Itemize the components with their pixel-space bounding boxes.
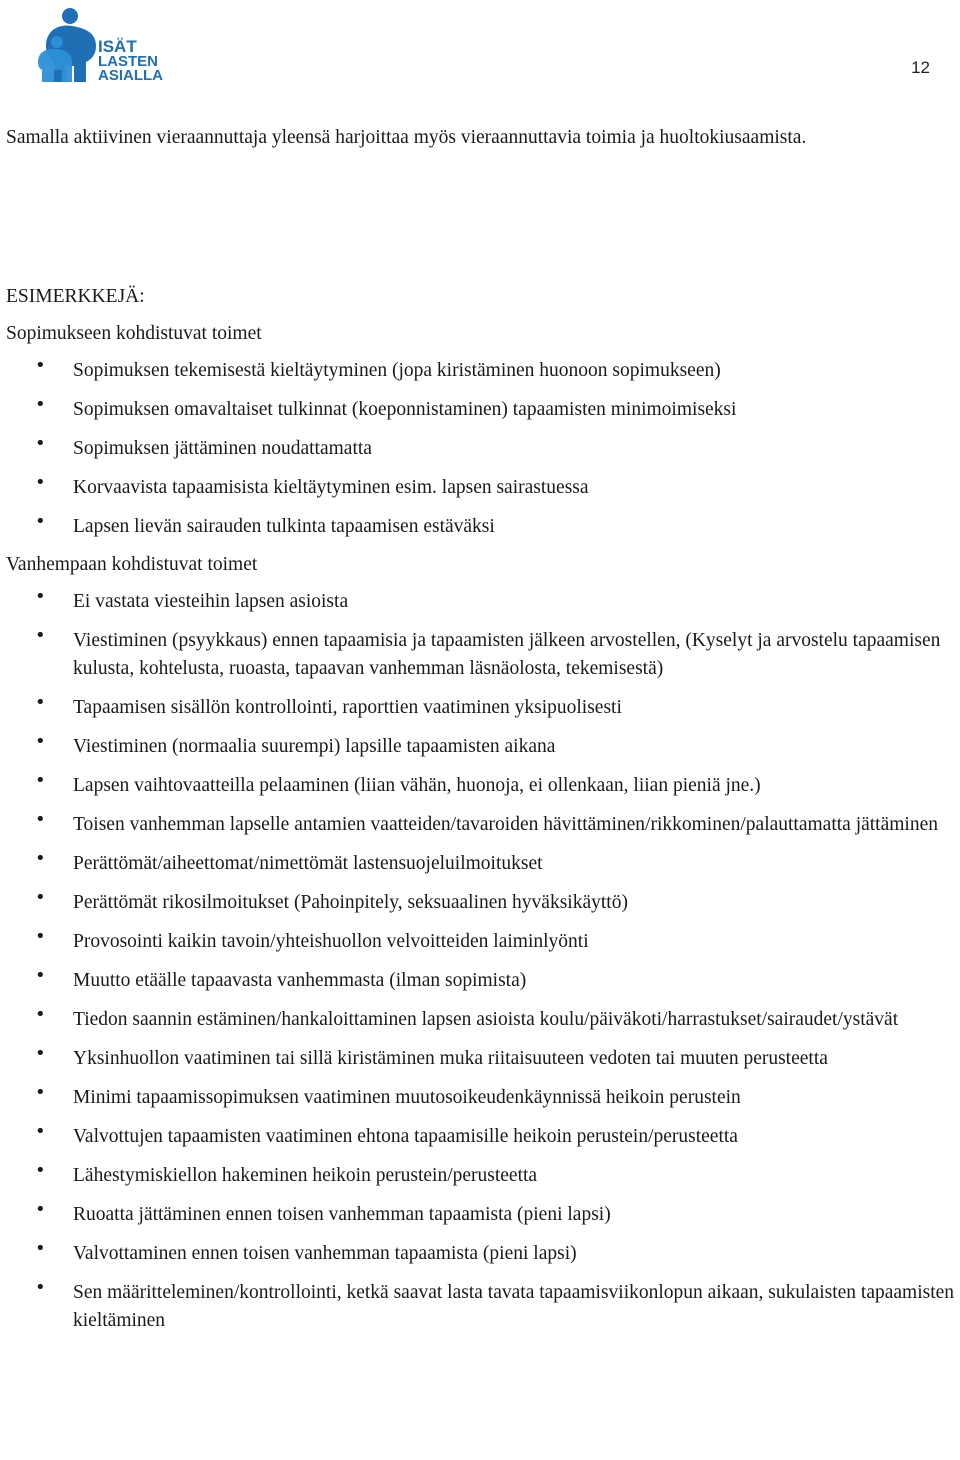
list-item: • Viestiminen (normaalia suurempi) lapsille tapaamisten aikana [6,728,956,767]
list-item: • Sopimuksen jättäminen noudattamatta [6,430,956,469]
section-heading-agreement: Sopimukseen kohdistuvat toimet [6,323,262,344]
list-item: • Valvottujen tapaamisten vaatiminen ehtona tapaamisille heikoin perustein/perusteetta [6,1118,956,1157]
list-item: • Lapsen lievän sairauden tulkinta tapaamisen estäväksi [6,508,956,547]
intro-paragraph: Samalla aktiivinen vieraannuttaja yleensä harjoittaa myös vieraannuttavia toimia ja huoltokiusaamista. [6,127,807,148]
logo-text-line-1: ISÄT [98,37,137,56]
organization-logo [32,6,172,86]
list-item: • Tiedon saannin estäminen/hankaloittaminen lapsen asioista koulu/päiväkoti/harrastukset/sairaudet/ystävät [6,1001,956,1040]
list-item: • Perättömät rikosilmoitukset (Pahoinpitely, seksuaalinen hyväksikäyttö) [6,884,956,923]
page-number: 12 [911,58,930,77]
list-item: • Lähestymiskiellon hakeminen heikoin perustein/perusteetta [6,1157,956,1196]
list-item: • Ei vastata viesteihin lapsen asioista [6,583,956,622]
logo-adult-head [62,8,78,24]
section-heading-parent: Vanhempaan kohdistuvat toimet [6,554,258,575]
logo-text-line-2: LASTEN [98,53,158,70]
list-item: • Muutto etäälle tapaavasta vanhemmasta (ilman sopimista) [6,962,956,1001]
list-item: • Lapsen vaihtovaatteilla pelaaminen (liian vähän, huonoja, ei ollenkaan, liian pieniä jne.) [6,767,956,806]
logo-text-line-3: ASIALLA [98,67,163,84]
list-item: • Valvottaminen ennen toisen vanhemman tapaamista (pieni lapsi) [6,1235,956,1274]
examples-heading: ESIMERKKEJÄ: [6,286,145,307]
list-item: • Sen määritteleminen/kontrollointi, ketkä saavat lasta tavata tapaamisviikonlopun aikaan, sukulaisten tapaamisten kieltäminen [6,1274,956,1341]
document-body [6,124,956,1341]
list-item: • Perättömät/aiheettomat/nimettömät lastensuojeluilmoitukset [6,845,956,884]
list-item: • Tapaamisen sisällön kontrollointi, raporttien vaatiminen yksipuolisesti [6,689,956,728]
parent-actions-list [6,583,956,1341]
list-item: • Sopimuksen omavaltaiset tulkinnat (koeponnistaminen) tapaamisten minimoimiseksi [6,391,956,430]
logo-child-head [51,36,63,48]
list-item: • Yksinhuollon vaatiminen tai sillä kiristäminen muka riitaisuuteen vedoten tai muuten perusteetta [6,1040,956,1079]
list-item: • Minimi tapaamissopimuksen vaatiminen muutosoikeudenkäynnissä heikoin perustein [6,1079,956,1118]
list-item: • Provosointi kaikin tavoin/yhteishuollon velvoitteiden laiminlyönti [6,923,956,962]
list-item: • Viestiminen (psyykkaus) ennen tapaamisia ja tapaamisten jälkeen arvostellen, (Kyselyt ja arvostelu tapaamisen kulusta, kohtelusta, ruoasta, tapaavan vanhemman läsnäolosta, tekemisestä) [6,622,956,689]
list-item: • Ruoatta jättäminen ennen toisen vanhemman tapaamista (pieni lapsi) [6,1196,956,1235]
list-item: • Korvaavista tapaamisista kieltäytyminen esim. lapsen sairastuessa [6,469,956,508]
agreement-actions-list [6,352,956,547]
logo-graphic [32,6,172,86]
list-item: • Sopimuksen tekemisestä kieltäytyminen (jopa kiristäminen huonoon sopimukseen) [6,352,956,391]
list-item: • Toisen vanhemman lapselle antamien vaatteiden/tavaroiden hävittäminen/rikkominen/palauttamatta jättäminen [6,806,956,845]
